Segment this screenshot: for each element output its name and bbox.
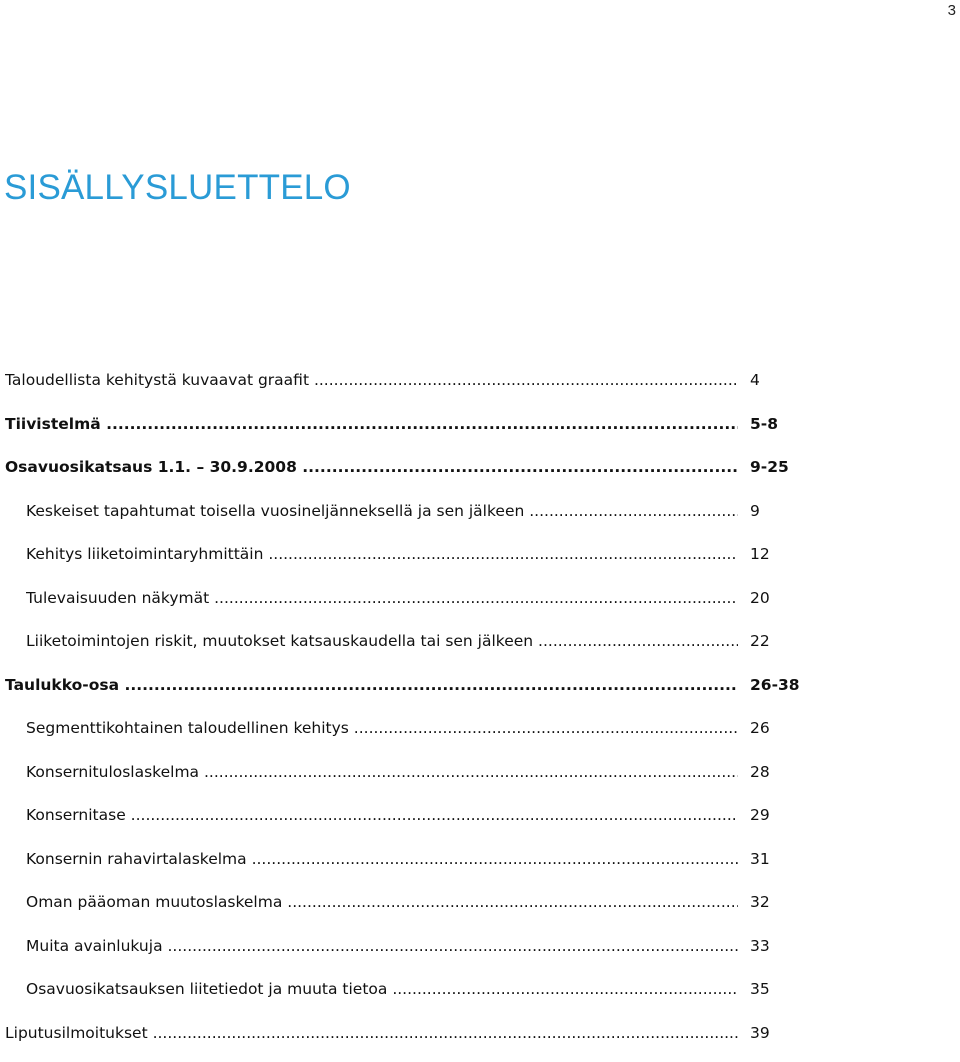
toc-entry[interactable] [0, 584, 960, 628]
toc-entry-page: 20 [750, 589, 770, 607]
toc-entry-label: Liiketoimintojen riskit, muutokset katsauskaudella tai sen jälkeen ..... [26, 632, 738, 650]
toc-entry-label-container [26, 763, 738, 781]
toc-entry-label-container [26, 850, 738, 868]
toc-entry-label-container [26, 589, 738, 607]
toc-entry-page: 22 [750, 632, 770, 650]
toc-entry[interactable] [0, 758, 960, 802]
toc-entry-label: Oman pääoman muutoslaskelma ..... [26, 893, 738, 911]
toc-entry-page: 33 [750, 937, 770, 955]
toc-entry-label: Taulukko-osa ..... [5, 676, 738, 694]
toc-entry-label-container [26, 502, 738, 520]
toc-entry[interactable] [0, 540, 960, 584]
toc-entry-label: Osavuosikatsauksen liitetiedot ja muuta tietoa ..... [26, 980, 738, 998]
toc-entry-label-container [26, 545, 738, 563]
toc-entry[interactable] [0, 497, 960, 541]
toc-entry[interactable] [0, 975, 960, 1019]
toc-entry-label-container [26, 632, 738, 650]
toc-entry[interactable] [0, 888, 960, 932]
toc-entry-page: 26 [750, 719, 770, 737]
toc-entry-page: 32 [750, 893, 770, 911]
page-title: SISÄLLYSLUETTELO [4, 168, 351, 208]
toc-entry-page: 35 [750, 980, 770, 998]
toc-entry-label-container [5, 458, 738, 476]
toc-entry-label-container [5, 415, 738, 433]
toc-entry-page: 5-8 [750, 415, 778, 433]
toc-entry-label-container [26, 980, 738, 998]
toc-entry-label: Tulevaisuuden näkymät ..... [26, 589, 738, 607]
toc-entry-label: Konsernituloslaskelma ..... [26, 763, 738, 781]
toc-entry-label: Keskeiset tapahtumat toisella vuosineljänneksellä ja sen jälkeen ..... [26, 502, 738, 520]
toc-entry-label-container [5, 371, 738, 389]
toc-entry-page: 12 [750, 545, 770, 563]
toc-entry-label-container [26, 937, 738, 955]
toc-entry[interactable] [0, 845, 960, 889]
toc-entry-page: 29 [750, 806, 770, 824]
toc-entry-label: Kehitys liiketoimintaryhmittäin ..... [26, 545, 738, 563]
toc-entry-label: Konsernin rahavirtalaskelma ..... [26, 850, 738, 868]
toc-entry-page: 39 [750, 1024, 770, 1042]
toc-entry[interactable] [0, 714, 960, 758]
toc-entry-label: Muita avainlukuja ..... [26, 937, 738, 955]
page-number: 3 [948, 2, 956, 19]
toc-entry[interactable] [0, 801, 960, 845]
toc-entry-label-container [26, 893, 738, 911]
toc-entry[interactable] [0, 410, 960, 454]
toc-entry-label: Taloudellista kehitystä kuvaavat graafit ..... [5, 371, 738, 389]
toc-entry[interactable] [0, 932, 960, 976]
toc-entry[interactable] [0, 671, 960, 715]
table-of-contents [0, 366, 960, 1062]
toc-entry-page: 4 [750, 371, 760, 389]
toc-entry-label: Segmenttikohtainen taloudellinen kehitys ..... [26, 719, 738, 737]
toc-entry-page: 31 [750, 850, 770, 868]
toc-entry[interactable] [0, 453, 960, 497]
toc-entry-page: 9 [750, 502, 760, 520]
toc-entry[interactable] [0, 1019, 960, 1062]
toc-entry-page: 9-25 [750, 458, 789, 476]
toc-entry-label: Konsernitase ..... [26, 806, 738, 824]
toc-entry-label-container [5, 1024, 738, 1042]
toc-entry-label-container [5, 676, 738, 694]
toc-entry-page: 28 [750, 763, 770, 781]
toc-entry-label: Tiivistelmä ..... [5, 415, 738, 433]
toc-entry-label: Liputusilmoitukset ..... [5, 1024, 738, 1042]
toc-entry-label-container [26, 719, 738, 737]
toc-entry-page: 26-38 [750, 676, 800, 694]
toc-entry[interactable] [0, 366, 960, 410]
toc-entry[interactable] [0, 627, 960, 671]
toc-entry-label-container [26, 806, 738, 824]
toc-entry-label: Osavuosikatsaus 1.1. – 30.9.2008 ..... [5, 458, 738, 476]
